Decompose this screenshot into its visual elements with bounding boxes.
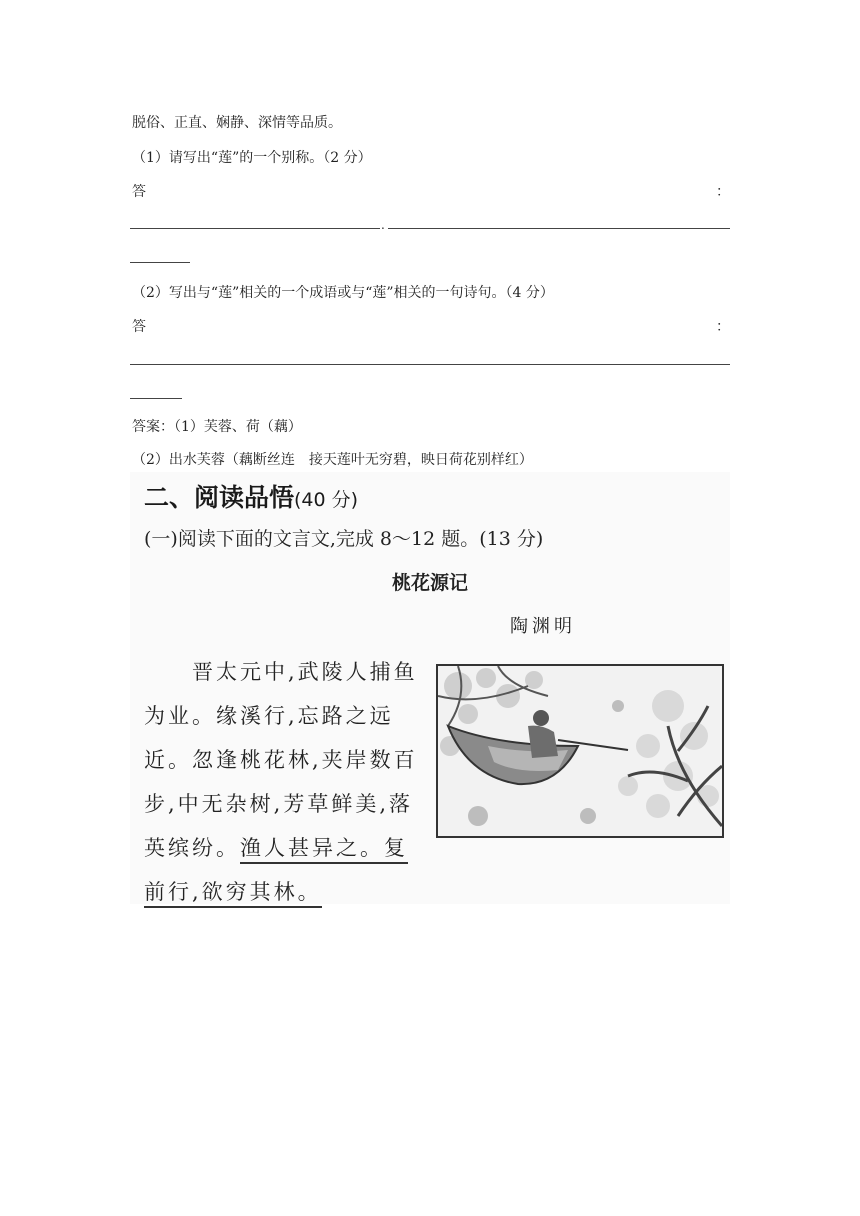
- passage-line-3: 近。忽逢桃花林,夹岸数百: [144, 748, 418, 772]
- answer-blank-line-1c[interactable]: [130, 262, 190, 263]
- section-heading-text: 二、阅读品悟: [144, 483, 295, 512]
- answer-label-1: 答: [132, 184, 146, 200]
- answer-blank-line-2a[interactable]: [130, 364, 730, 365]
- underlined-sentence-part-2: 前行,欲穷其林。: [144, 880, 322, 908]
- intro-text: 脱俗、正直、娴静、深情等品质。: [132, 115, 342, 131]
- section-heading: [144, 478, 358, 514]
- answer-blank-dot: .: [381, 218, 385, 232]
- passage-line-5: [144, 832, 408, 862]
- passage-author: 陶渊明: [510, 616, 576, 637]
- section-instruction: (一)阅读下面的文言文,完成 8～12 题。(13 分): [144, 528, 544, 550]
- answer-label-2: 答: [132, 319, 146, 335]
- illustration-svg: [438, 666, 722, 836]
- fisherman-boat-illustration: [436, 664, 724, 838]
- answer-key-2: （2）出水芙蓉（藕断丝连 接天莲叶无穷碧，映日荷花别样红）: [132, 452, 533, 468]
- passage-line-2: 为业。缘溪行,忘路之远: [144, 704, 394, 728]
- answer-blank-line-2b[interactable]: [130, 398, 182, 399]
- section-points: (40 分): [294, 489, 359, 511]
- passage-line-5a: 英缤纷。: [144, 836, 240, 860]
- answer-colon-2: ：: [716, 319, 730, 335]
- answer-key-1: 答案：（1）芙蓉、荷（藕）: [132, 419, 302, 435]
- answer-blank-line-1a[interactable]: [130, 228, 380, 229]
- passage-line-1: 晋太元中,武陵人捕鱼: [144, 660, 418, 684]
- question-1: （1）请写出“莲”的一个别称。（2 分）: [132, 150, 372, 166]
- underlined-sentence-part-1: 渔人甚异之。复: [240, 836, 408, 864]
- passage-line-6: [144, 876, 322, 906]
- answer-colon-1: ：: [716, 184, 730, 200]
- reading-section-image: [130, 472, 730, 904]
- question-2: （2）写出与“莲”相关的一个成语或与“莲”相关的一句诗句。（4 分）: [132, 285, 554, 301]
- passage-title: 桃花源记: [391, 572, 468, 594]
- passage-line-4: 步,中无杂树,芳草鲜美,落: [144, 792, 414, 816]
- answer-blank-line-1b[interactable]: [388, 228, 730, 229]
